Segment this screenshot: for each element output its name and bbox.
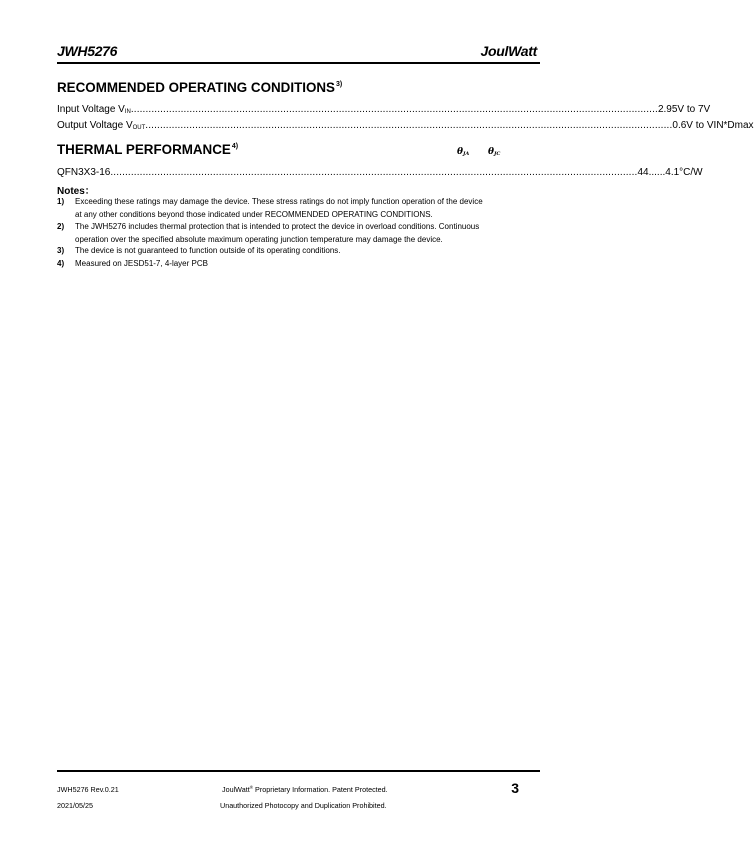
note-text: Exceeding these ratings may damage the device. These stress ratings do not imply function operation of the device at any other conditions beyond those indicated under RECOMMENDED OPERATING CONDITIONS. bbox=[75, 197, 483, 219]
thermal-performance-ref: 4) bbox=[231, 143, 239, 150]
footer-date: 2021/05/25 bbox=[57, 801, 93, 810]
footer-copyright: Unauthorized Photocopy and Duplication Prohibited. bbox=[220, 801, 387, 810]
recommended-conditions-heading bbox=[57, 80, 342, 95]
note-text: The JWH5276 includes thermal protection that is intended to protect the device in overload conditions. Continuous operation over the specified absolute maximum operating junction temperature may damage the device. bbox=[75, 222, 480, 244]
footer-doc-revision: JWH5276 Rev.0.21 bbox=[57, 785, 119, 794]
package-name: QFN3X3-16 bbox=[57, 167, 111, 178]
theta-ja-value: 44 bbox=[637, 167, 649, 178]
header-part-number: JWH5276 bbox=[57, 43, 118, 59]
theta-ja-header: $\theta_{JA}$ bbox=[457, 147, 470, 157]
thermal-performance-heading bbox=[57, 142, 238, 157]
thermal-performance-title: THERMAL PERFORMANCE bbox=[57, 142, 231, 157]
page-number: 3 bbox=[511, 780, 519, 796]
value-separator: ...... bbox=[648, 167, 666, 178]
note-number: 1) bbox=[57, 197, 65, 206]
note-number: 3) bbox=[57, 246, 65, 255]
note-number: 2) bbox=[57, 222, 65, 231]
theta-jc-value: 4.1°C/W bbox=[665, 167, 703, 178]
note-number: 4) bbox=[57, 259, 65, 268]
output-voltage-label: Output Voltage $V_{OUT}$ bbox=[57, 120, 146, 131]
header-divider bbox=[57, 62, 540, 64]
leader-dots: .................................................................................................................................................................................... bbox=[130, 104, 658, 115]
recommended-conditions-title: RECOMMENDED OPERATING CONDITIONS bbox=[57, 80, 335, 95]
notes-heading: Notes： bbox=[57, 186, 95, 197]
input-voltage-value: 2.95V to 7V bbox=[657, 104, 711, 115]
leader-dots: .................................................................................................................................................................................... bbox=[110, 167, 638, 178]
leader-dots: .................................................................................................................................................................................... bbox=[145, 120, 673, 131]
input-voltage-row bbox=[57, 104, 711, 117]
footer-divider bbox=[57, 770, 540, 772]
theta-jc-header: $\theta_{JC}$ bbox=[488, 147, 501, 157]
header-brand: JoulWatt bbox=[480, 43, 537, 59]
recommended-conditions-ref: 3) bbox=[336, 81, 343, 88]
note-text: Measured on JESD51-7, 4-layer PCB bbox=[75, 259, 208, 268]
input-voltage-label: Input Voltage $V_{IN}$ bbox=[57, 104, 131, 115]
footer-proprietary: JoulWatt® Proprietary Information. Patent Protected. bbox=[222, 785, 388, 794]
thermal-package-row bbox=[57, 167, 703, 180]
output-voltage-row bbox=[57, 120, 754, 133]
output-voltage-value: 0.6V to VIN*Dmax bbox=[672, 120, 754, 131]
note-text: The device is not guaranteed to function outside of its operating conditions. bbox=[75, 246, 341, 255]
